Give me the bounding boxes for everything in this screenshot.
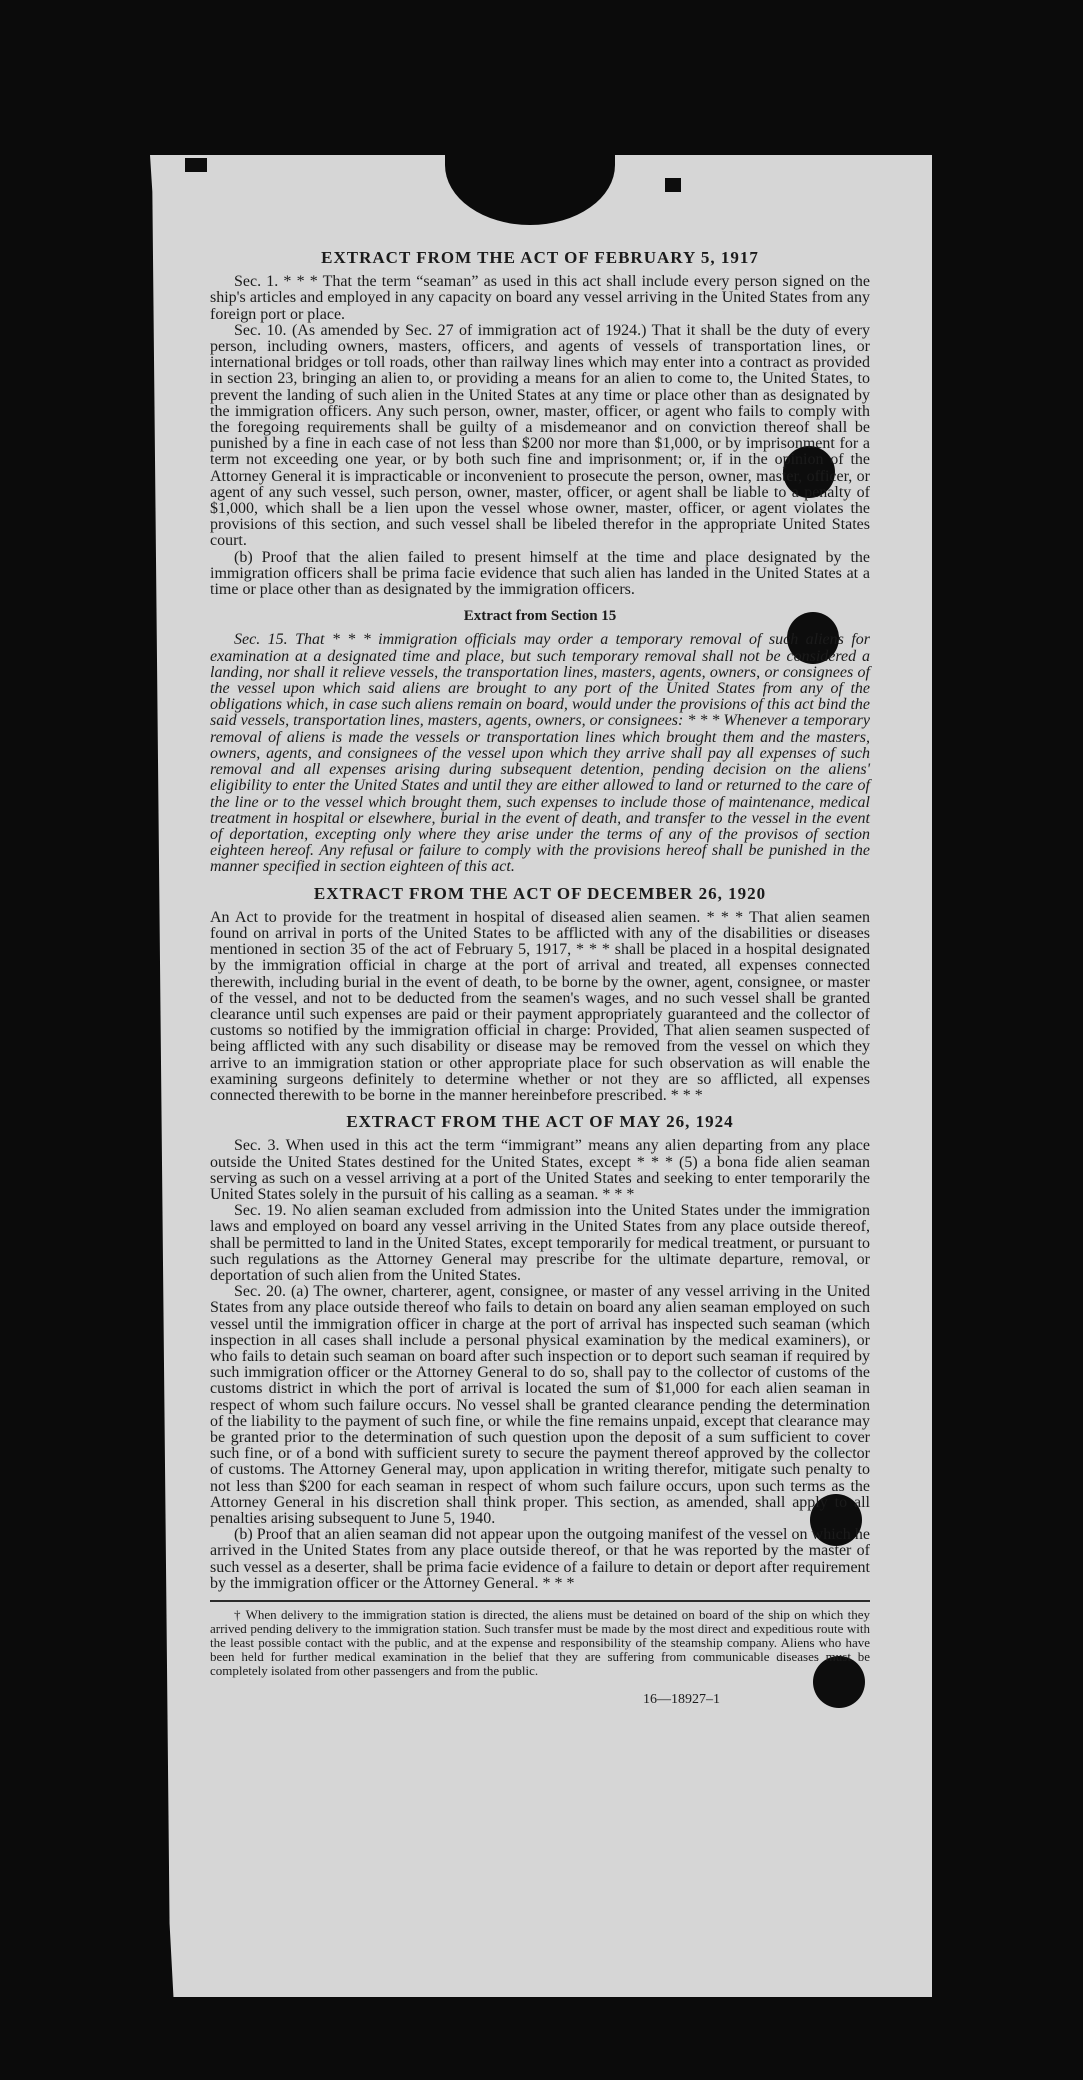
heading-act-1924: EXTRACT FROM THE ACT OF MAY 26, 1924 bbox=[346, 1112, 734, 1132]
heading-act-1917: EXTRACT FROM THE ACT OF FEBRUARY 5, 1917 bbox=[321, 248, 759, 267]
paragraph-act-1920: An Act to provide for the treatment in hospital of diseased alien seamen. * * * That alien seamen found on arrival in ports of the United States to be afflicted with any of the disabilities or diseases mentioned in section 35 of the act of February 5, 1917, * * * shall be placed in a hospital designated by the immigration official in charge at the port of arrival and treated, all expenses connected therewith, including burial in the event of death, to be borne by the owner, agent, consignee, or master of the vessel, and not to be deducted from the seamen's wages, and no such vessel shall be granted clearance until such expenses are paid or their payment appropriately guaranteed and the collector of customs so notified by the immigration official in charge: Provided, That alien seamen suspected of being afflicted with any such disability or disease may be removed from the vessel on which they arrive to an immigration station or other appropriate place for such observation as will enable the examining surgeons definitely to determine whether or not they are so afflicted, all expenses connected therewith to be borne in the manner hereinbefore prescribed. * * * bbox=[210, 908, 870, 1104]
footnote-divider bbox=[210, 1600, 870, 1602]
paragraph-sec-10-b: (b) Proof that the alien failed to present himself at the time and place designated by the immigration officers shall be prima facie evidence that such alien has landed in the United States at a time or place other than as designated by the immigration officers. bbox=[210, 548, 870, 599]
heading-act-1920: EXTRACT FROM THE ACT OF DECEMBER 26, 1920 bbox=[313, 883, 767, 903]
paragraph-sec-3: Sec. 3. When used in this act the term “immigrant” means any alien departing from any place outside the United States destined for the United States, except * * * (5) a bona fide alien seaman serving as such on a vessel arriving at a port of the United States and seeking to enter temporarily the United States solely in the pursuit of his calling as a seaman. * * * bbox=[210, 1137, 870, 1203]
document-text bbox=[210, 240, 870, 1708]
heading-section-15: Extract from Section 15 bbox=[463, 608, 617, 625]
form-number: 16—18927–1 bbox=[643, 1692, 720, 1708]
ink-smudge bbox=[185, 158, 207, 172]
paragraph-sec-19: Sec. 19. No alien seaman excluded from admission into the United States under the immigration laws and employed on board any vessel arriving in the United States from any place outside thereof, shall be permitted to land in the United States, except temporarily for medical treatment, or pursuant to such regulations as the Attorney General may prescribe for the ultimate departure, removal, or deportation of such alien from the United States. bbox=[210, 1202, 870, 1284]
paragraph-sec-1: Sec. 1. * * * That the term “seaman” as used in this act shall include every person signed on the ship's articles and employed in any capacity on board any vessel arriving in the United States from any foreign port or place. bbox=[210, 273, 870, 323]
paragraph-sec-20: Sec. 20. (a) The owner, charterer, agent, consignee, or master of any vessel arriving in the United States from any place outside thereof who fails to detain on board any alien seaman employed on such vessel until the immigration officer in charge at the port of arrival has inspected such seaman (which inspection in all cases shall include a personal physical examination by the medical examiners), or who fails to detain such seaman on board after such inspection or to deport such seaman if required by such immigration officer or the Attorney General to do so, shall pay to the collector of customs of the customs district in which the port of arrival is located the sum of $1,000 for each alien seaman in respect of whom such failure occurs. No vessel shall be granted clearance pending the determination of the liability to the payment of such fine, or while the fine remains unpaid, except that clearance may be granted prior to the determination of such question upon the deposit of a sum sufficient to cover such fine, or of a bond with sufficient surety to secure the payment thereof approved by the collector of customs. The Attorney General may, upon application in writing therefor, mitigate such penalty to not less than $200 for each seaman in respect of whom such failure occurs, upon such terms as the Attorney General in his discretion shall think proper. This section, as amended, shall apply to all penalties arising subsequent to June 5, 1940. bbox=[210, 1283, 870, 1528]
paragraph-sec-10: Sec. 10. (As amended by Sec. 27 of immigration act of 1924.) That it shall be the duty of every person, including owners, masters, officers, and agents of vessels of transportation lines, or international bridges or toll roads, other than railway lines which may enter into a contract as provided in section 23, bringing an alien to, or providing a means for an alien to come to, the United States, to prevent the landing of such alien in the United States at any time or place other than as designated by the immigration officers. Any such person, owner, master, officer, or agent who fails to comply with the foregoing requirements shall be guilty of a misdemeanor and on conviction thereof shall be punished by a fine in each case of not less than $200 nor more than $1,000, or by imprisonment for a term not exceeding one year, or by both such fine and imprisonment; or, if in the opinion of the Attorney General it is impracticable or inconvenient to prosecute the person, owner, master, officer, or agent of any such vessel, such person, owner, master, officer, or agent shall be liable to a penalty of $1,000, which shall be a lien upon the vessel whose owner, master, officer, or agent violates the provisions of this section, and such vessel shall be libeled therefor in the appropriate United States court. bbox=[210, 321, 870, 550]
ink-smudge bbox=[665, 178, 681, 192]
paragraph-sec-20-b: (b) Proof that an alien seaman did not appear upon the outgoing manifest of the vessel on which he arrived in the United States from any place outside thereof, or that he was reported by the master of such vessel as a deserter, shall be prima facie evidence of a failure to detain or deport after requirement by the immigration officer or the Attorney General. * * * bbox=[210, 1526, 870, 1592]
footnote: † When delivery to the immigration station is directed, the aliens must be detained on board of the ship on which they arrived pending delivery to the immigration station. Such transfer must be made by the most direct and expeditious route with the least possible contact with the public, and at the expense and responsibility of the steamship company. Aliens who have been held for further medical examination in the belief that they are suffering from communicable diseases must be completely isolated from other passengers and from the public. bbox=[210, 1607, 870, 1679]
paragraph-sec-15: Sec. 15. That * * * immigration officials may order a temporary removal of such aliens for examination at a designated time and place, but such temporary removal shall not be considered a landing, nor shall it relieve vessels, the transportation lines, masters, agents, owners, or consignees of the vessel upon which said aliens are brought to any port of the United States from any of the obligations which, in case such aliens remain on board, would under the provisions of this act bind the said vessels, transportation lines, masters, agents, owners, or consignees: * * * Whenever a temporary removal of aliens is made the vessels or transportation lines which brought them and the masters, owners, agents, and consignees of the vessel upon which they arrive shall pay all expenses of such removal and all expenses arising during subsequent detention, pending decision on the aliens' eligibility to enter the United States and until they are either allowed to land or returned to the care of the line or to the vessel which brought them, such expenses to include those of maintenance, medical treatment in hospital or elsewhere, burial in the event of death, and transfer to the vessel in the event of deportation, excepting only where they arise under the terms of any of the provisos of section eighteen hereof. Any refusal or failure to comply with the provisions hereof shall be punished in the manner specified in section eighteen of this act. bbox=[210, 631, 870, 876]
